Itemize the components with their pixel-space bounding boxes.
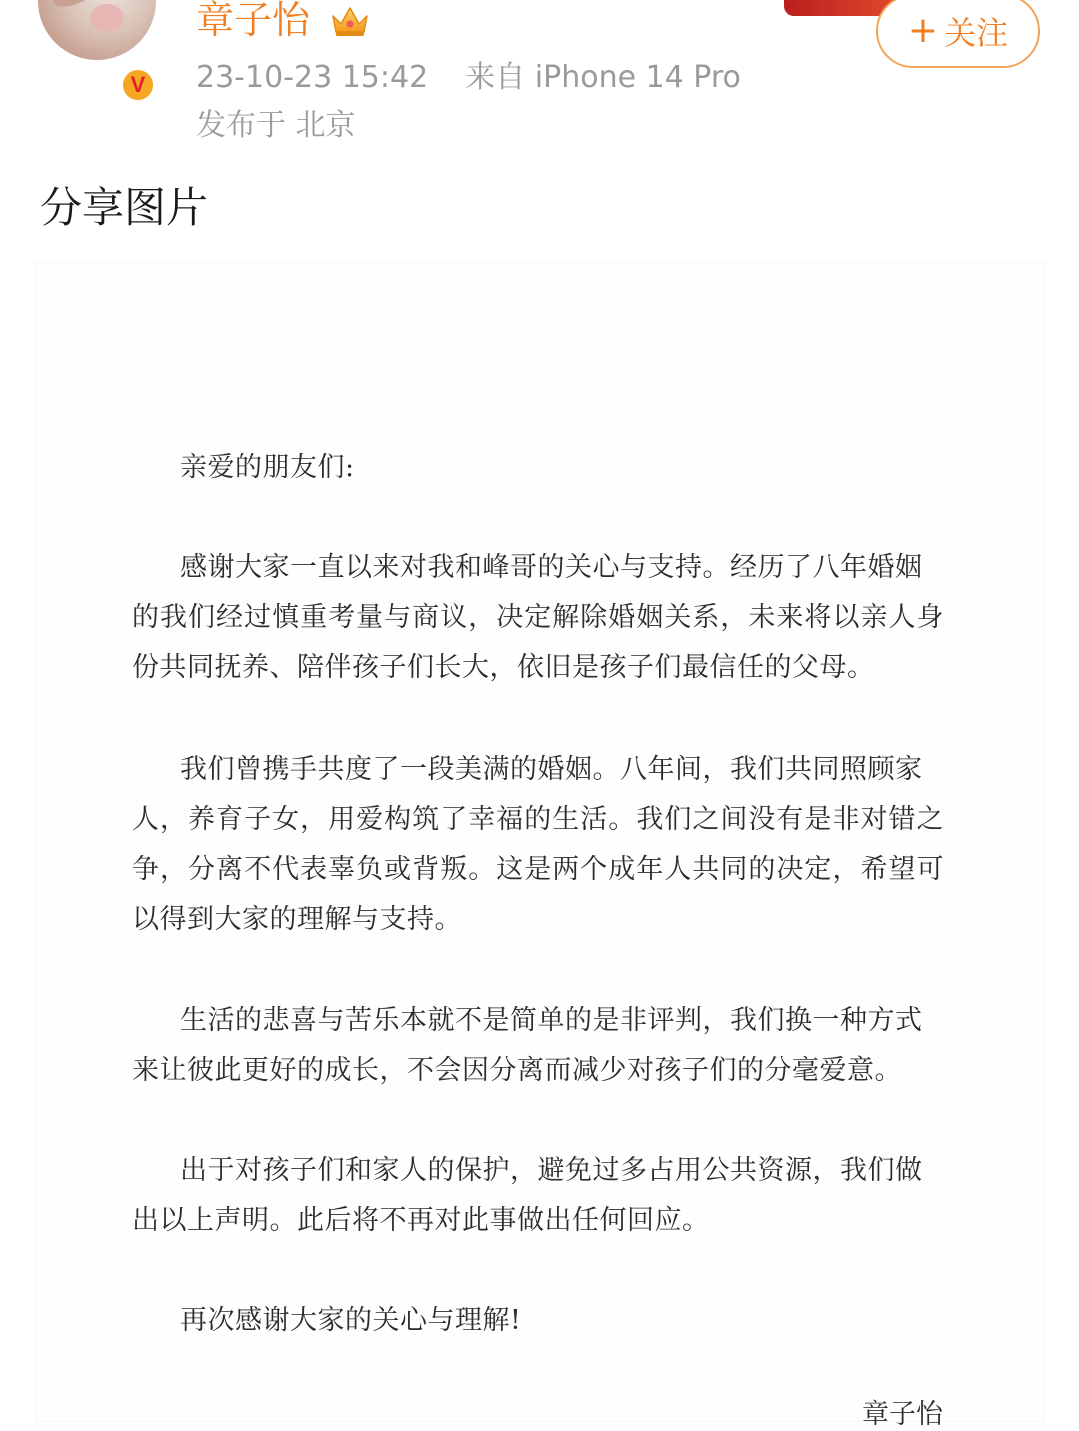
plus-icon: + bbox=[907, 10, 939, 51]
follow-label: 关注 bbox=[944, 14, 1009, 52]
letter-line: 我们曾携手共度了一段美满的婚姻。八年间，我们共同照顾家 bbox=[180, 754, 923, 785]
letter-line: 来让彼此更好的成长，不会因分离而减少对孩子们的分毫爱意。 bbox=[132, 1055, 902, 1086]
letter-greeting bbox=[132, 443, 944, 493]
letter-line: 感谢大家一直以来对我和峰哥的关心与支持。经历了八年婚姻 bbox=[180, 552, 923, 583]
crown-icon bbox=[330, 4, 370, 38]
avatar[interactable] bbox=[38, 0, 156, 60]
post-timestamp: 23-10-23 15:42 bbox=[196, 60, 429, 95]
letter-line: 出以上声明。此后将不再对此事做出任何回应。 bbox=[132, 1205, 710, 1236]
post-caption: 分享图片 bbox=[40, 183, 209, 232]
letter-line: 出于对孩子们和家人的保护，避免过多占用公共资源，我们做 bbox=[180, 1155, 923, 1186]
follow-button[interactable] bbox=[876, 0, 1040, 68]
letter-line: 的我们经过慎重考量与商议，决定解除婚姻关系，未来将以亲人身 bbox=[132, 602, 944, 633]
letter-paragraph-3 bbox=[132, 996, 944, 1096]
avatar-photo-detail bbox=[90, 4, 124, 32]
letter-line: 人，养育子女，用爱构筑了幸福的生活。我们之间没有是非对错之 bbox=[132, 804, 944, 835]
verified-badge-icon: V bbox=[120, 67, 156, 103]
letter-line: 生活的悲喜与苦乐本就不是简单的是非评判，我们换一种方式 bbox=[180, 1005, 923, 1036]
letter-line: 再次感谢大家的关心与理解! bbox=[180, 1305, 522, 1336]
letter-paragraph-2 bbox=[132, 745, 944, 945]
letter-paragraph-4 bbox=[132, 1146, 944, 1246]
post-source: 来自 iPhone 14 Pro bbox=[465, 60, 741, 95]
user-name[interactable]: 章子怡 bbox=[196, 0, 311, 42]
letter-line: 争，分离不代表辜负或背叛。这是两个成年人共同的决定，希望可 bbox=[132, 854, 944, 885]
letter-line: 份共同抚养、陪伴孩子们长大，依旧是孩子们最信任的父母。 bbox=[132, 652, 875, 683]
letter-paragraph-1 bbox=[132, 543, 944, 693]
letter-signature: 章子怡 bbox=[862, 1399, 943, 1430]
letter-line: 亲爱的朋友们: bbox=[180, 452, 355, 483]
post-location: 发布于 北京 bbox=[196, 108, 356, 143]
letter-paragraph-5 bbox=[132, 1296, 944, 1346]
letter-line: 以得到大家的理解与支持。 bbox=[132, 904, 462, 935]
post-meta bbox=[196, 58, 741, 98]
avatar-photo-detail bbox=[50, 0, 99, 11]
